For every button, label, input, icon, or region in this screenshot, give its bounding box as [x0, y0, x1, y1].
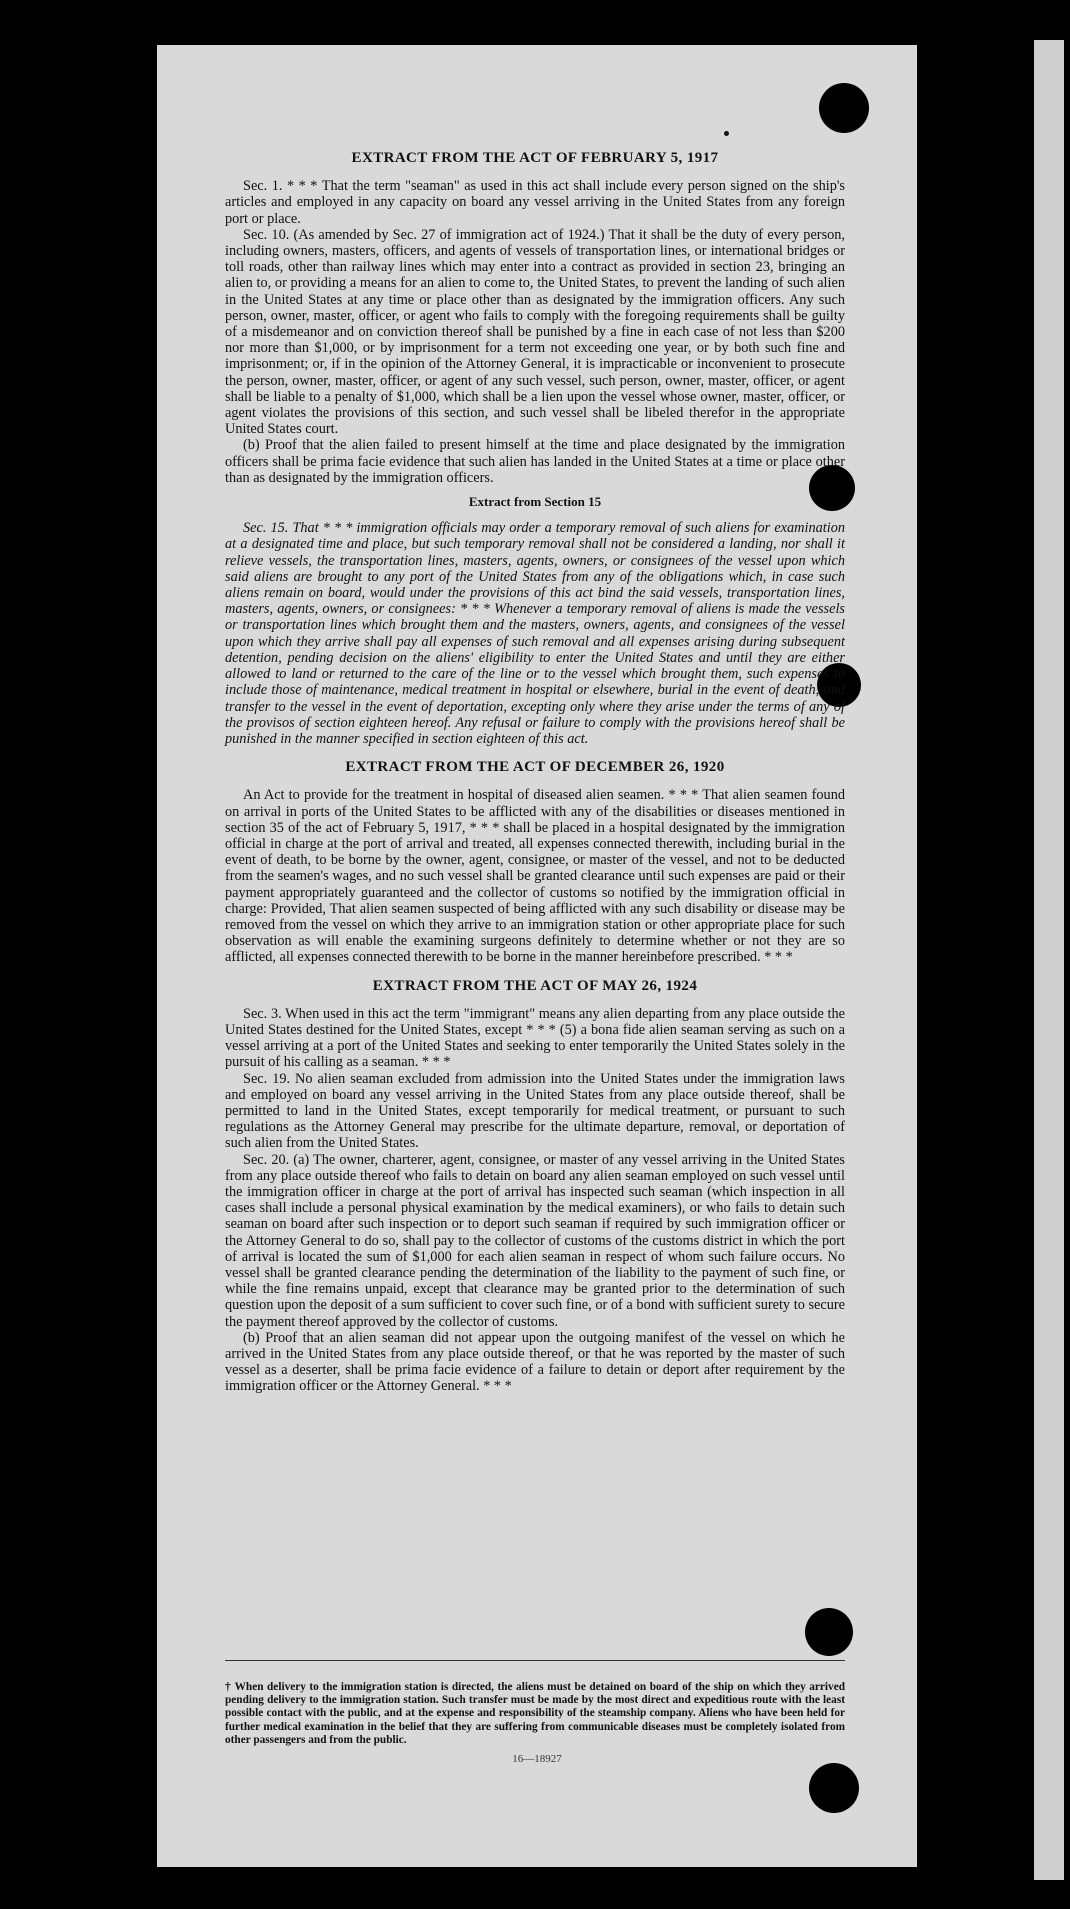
- section-10-b: (b) Proof that the alien failed to present himself at the time and place designated by the immigration officers shall be prima facie evidence that such alien has landed in the United States at a time or place other than as designated by the immigration officers.: [225, 437, 845, 486]
- adjacent-page-strip: [1034, 40, 1064, 1880]
- section-3: Sec. 3. When used in this act the term "immigrant" means any alien departing from any place outside the United States destined for the United States, except * * * (5) a bona fide alien seaman serving as such on a vessel arriving at a port of the United States and seeking to enter temporarily the United States solely in the pursuit of his calling as a seaman. * * *: [225, 1005, 845, 1071]
- punch-hole-lower: [805, 1608, 853, 1656]
- punch-hole-top: [819, 83, 869, 133]
- document-body: [225, 150, 845, 1395]
- section-20-b: (b) Proof that an alien seaman did not appear upon the outgoing manifest of the vessel on which he arrived in the United States from any place outside thereof, or that he was reported by the master of such vessel as a deserter, shall be prima facie evidence of a failure to detain or deport after requirement by the immigration officer or the Attorney General. * * *: [225, 1329, 845, 1395]
- section-15: Sec. 15. That * * * immigration officials may order a temporary removal of such aliens for examination at a designated time and place, but such temporary removal shall not be considered a landing, nor shall it relieve vessels, the transportation lines, masters, agents, owners, or consignees of the vessel upon which said aliens are brought to any port of the United States from any of the obligations which, in case such aliens remain on board, would under the provisions of this act bind the said vessels, transportation lines, masters, agents, owners, or consignees: * * * Whenever a temporary removal of aliens is made the vessels or transportation lines which brought them and the masters, owners, agents, and consignees of the vessel upon which they arrive shall pay all expenses of such removal and all expenses arising during subsequent detention, pending decision on the aliens' eligibility to enter the United States and until they are either allowed to land or returned to the care of the line or to the vessel which brought them, such expenses to include those of maintenance, medical treatment in hospital or elsewhere, burial in the event of death, and transfer to the vessel in the event of deportation, excepting only where they arise under the terms of any of the provisos of section eighteen hereof. Any refusal or failure to comply with the provisions hereof shall be punished in the manner specified in section eighteen of this act.: [225, 520, 845, 747]
- section-20-a: Sec. 20. (a) The owner, charterer, agent, consignee, or master of any vessel arriving in the United States from any place outside thereof who fails to detain on board any alien seaman employed on such vessel until the immigration officer in charge at the port of arrival has inspected such seaman (which inspection in all cases shall include a personal physical examination by the medical examiners), or who fails to detain such seaman on board after such inspection or to deport such seaman if required by such immigration officer or the Attorney General to do so, shall pay to the collector of customs of the customs district in which the port of arrival is located the sum of $1,000 for each alien seaman in respect of whom such failure occurs. No vessel shall be granted clearance pending the determination of the liability to the payment of such fine, or while the fine remains unpaid, except that clearance may be granted prior to the determination of such question upon the deposit of a sum sufficient to cover such fine, or of a bond with sufficient surety to secure the payment thereof approved by the collector of customs.: [225, 1151, 845, 1330]
- document-page: [157, 45, 917, 1867]
- heading-act-1917: EXTRACT FROM THE ACT OF FEBRUARY 5, 1917: [351, 150, 719, 166]
- act-1920-text: An Act to provide for the treatment in hospital of diseased alien seamen. * * * That alien seamen found on arrival in ports of the United States to be afflicted with any of the disabilities or diseases mentioned in section 35 of the act of February 5, 1917, * * * shall be placed in a hospital designated by the immigration official in charge at the port of arrival and treated, all expenses connected therewith, including burial in the event of death, to be borne by the owner, agent, consignee, or master of the vessel, and not to be deducted from the seamen's wages, and no such vessel shall be granted clearance until such expenses are paid or their payment appropriately guaranteed and the collector of customs so notified by the immigration official in charge: Provided, That alien seamen suspected of being afflicted with any such disability or disease may be removed from the vessel on which they arrive to an immigration station or other appropriate place for such observation as will enable the examining surgeons definitely to determine whether or not they are so afflicted, all expenses connected therewith to be borne in the manner hereinbefore prescribed. * * *: [225, 787, 845, 966]
- footnote: † When delivery to the immigration station is directed, the aliens must be detained on board of the ship on which they arrived pending delivery to the immigration station. Such transfer must be made by the most direct and expeditious route with the least possible contact with the public, and at the expense and responsibility of the steamship company. Aliens who have been held for further medical examination in the belief that they are suffering from communicable diseases must be completely isolated from other passengers and from the public.: [225, 1660, 845, 1747]
- section-1: Sec. 1. * * * That the term "seaman" as used in this act shall include every person signed on the ship's articles and employed in any capacity on board any vessel arriving in the United States from any foreign port or place.: [225, 178, 845, 227]
- scan-border: [0, 0, 10, 1909]
- subheading-section-15: Extract from Section 15: [468, 494, 602, 510]
- punch-hole-bottom: [809, 1763, 859, 1813]
- heading-act-1920: EXTRACT FROM THE ACT OF DECEMBER 26, 1920: [345, 759, 725, 776]
- ink-speck: [724, 131, 729, 136]
- heading-act-1924: EXTRACT FROM THE ACT OF MAY 26, 1924: [372, 977, 698, 994]
- section-10: Sec. 10. (As amended by Sec. 27 of immigration act of 1924.) That it shall be the duty of every person, including owners, masters, officers, and agents of vessels of transportation lines, or international bridges or toll roads, other than railway lines which may enter into a contract as provided in section 23, bringing an alien to, or providing a means for an alien to come to, the United States, to prevent the landing of such alien in the United States at any time or place other than as designated by the immigration officers. Any such person, owner, master, officer, or agent who fails to comply with the foregoing requirements shall be guilty of a misdemeanor and on conviction thereof shall be punished by a fine in each case of not less than $200 nor more than $1,000, or by imprisonment for a term not exceeding one year, or by both such fine and imprisonment; or, if in the opinion of the Attorney General, it is impracticable or inconvenient to prosecute the person, owner, master, officer, or agent of any such vessel, such person, owner, master, officer, or agent shall be liable to a penalty of $1,000, which shall be a lien upon the vessel whose owner, master, officer, or agent violates the provisions of this section, and such vessel shall be libeled therefor in the appropriate United States court.: [225, 226, 845, 438]
- section-19: Sec. 19. No alien seaman excluded from admission into the United States under the immigration laws and employed on board any vessel arriving in the United States from any place outside thereof, shall be permitted to land in the United States, except temporarily for medical treatment, or pursuant to such regulations as the Attorney General may prescribe for the ultimate departure, removal, or deportation of such alien from the United States.: [225, 1070, 845, 1152]
- form-number: 16—18927: [512, 1753, 562, 1765]
